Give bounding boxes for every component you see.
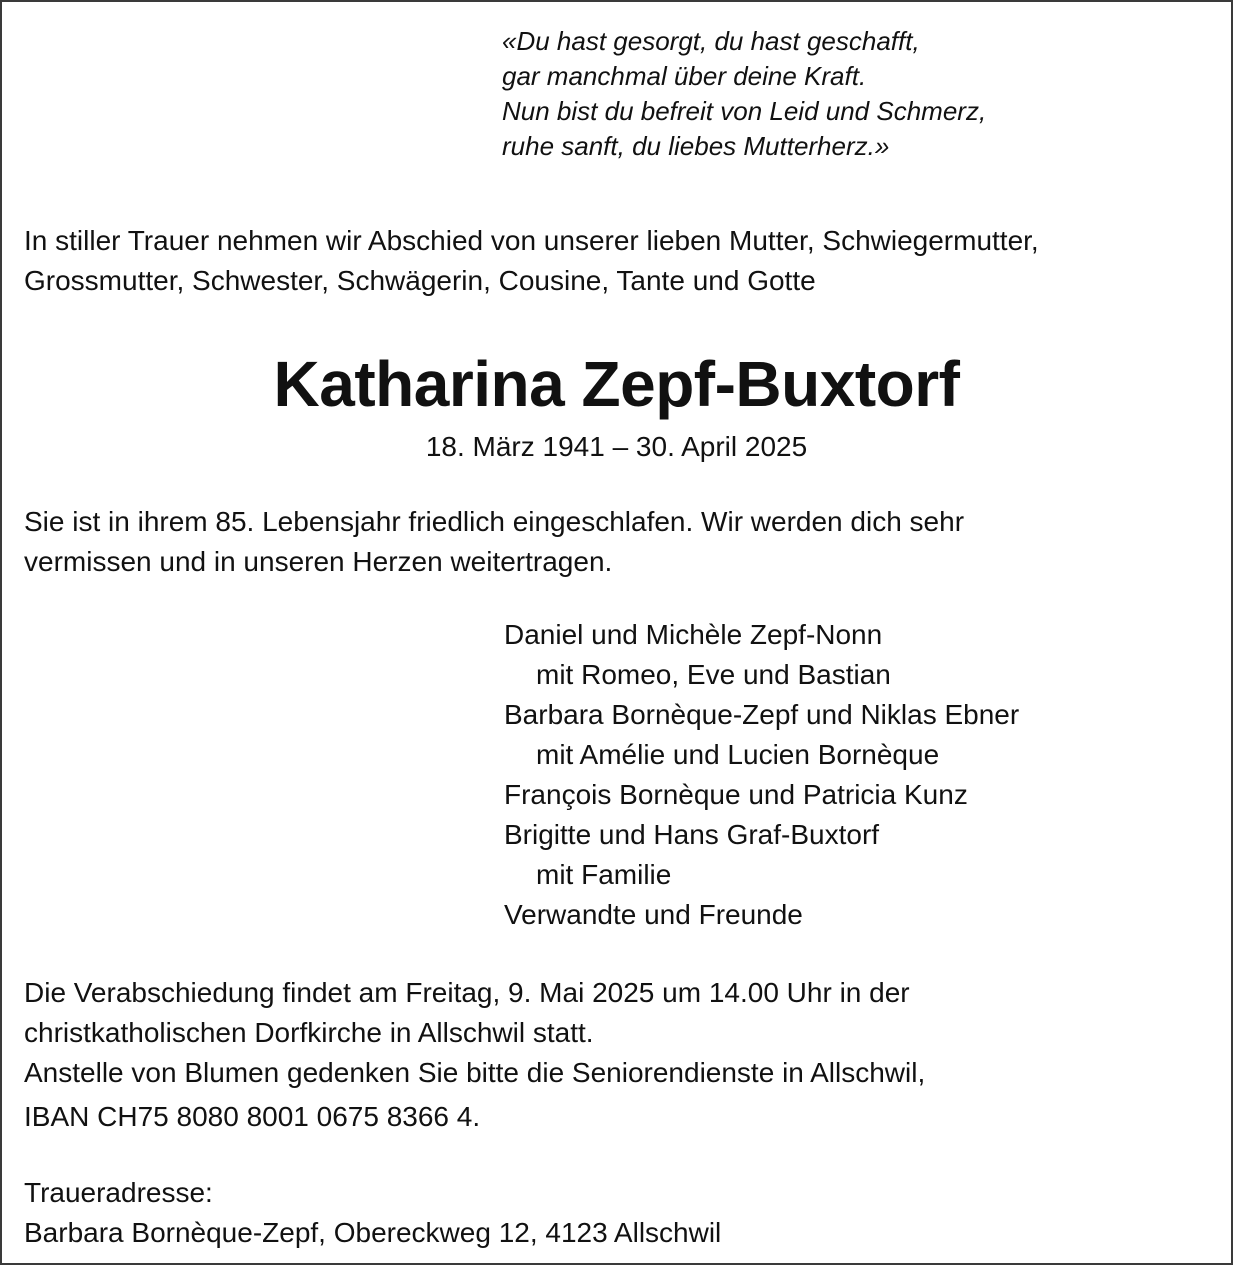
- mourner-entry: Verwandte und Freunde: [504, 899, 803, 930]
- deceased-name: Katharina Zepf-Buxtorf: [273, 348, 960, 420]
- mourner-entry: Daniel und Michèle Zepf-Nonn: [504, 619, 883, 650]
- intro-line: In stiller Trauer nehmen wir Abschied von unserer lieben Mutter, Schwiegermutter,: [24, 225, 1039, 256]
- quote-line: gar manchmal über deine Kraft.: [502, 61, 867, 91]
- intro-line: Grossmutter, Schwester, Schwägerin, Cousine, Tante und Gotte: [24, 265, 816, 296]
- quote-line: Nun bist du befreit von Leid und Schmerz,: [502, 96, 987, 126]
- farewell-line: vermissen und in unseren Herzen weitertragen.: [24, 546, 613, 577]
- mourning-address: [24, 1173, 721, 1253]
- mourner-sub-entry: mit Amélie und Lucien Bornèque: [536, 739, 940, 770]
- mourner-entry: Barbara Bornèque-Zepf und Niklas Ebner: [504, 699, 1020, 730]
- mourner-entry: François Bornèque und Patricia Kunz: [504, 779, 968, 810]
- mourner-sub-entry: mit Romeo, Eve und Bastian: [536, 659, 891, 690]
- quote-line: ruhe sanft, du liebes Mutterherz.»: [502, 131, 890, 161]
- mourner-entry: Brigitte und Hans Graf-Buxtorf: [504, 819, 880, 850]
- address-line: Barbara Bornèque-Zepf, Obereckweg 12, 4123 Allschwil: [24, 1217, 722, 1248]
- ceremony-line: Anstelle von Blumen gedenken Sie bitte die Seniorendienste in Allschwil,: [24, 1057, 926, 1088]
- ceremony-paragraph: [24, 973, 925, 1137]
- mourner-sub-entry: mit Familie: [536, 859, 672, 890]
- ceremony-line: Die Verabschiedung findet am Freitag, 9. Mai 2025 um 14.00 Uhr in der: [24, 977, 910, 1008]
- quote-line: «Du hast gesorgt, du hast geschafft,: [502, 26, 920, 56]
- intro-paragraph: [24, 221, 1039, 301]
- ceremony-line: christkatholischen Dorfkirche in Allschwil statt.: [24, 1017, 594, 1048]
- farewell-line: Sie ist in ihrem 85. Lebensjahr friedlich eingeschlafen. Wir werden dich sehr: [24, 506, 965, 537]
- mourners-list: [504, 615, 1019, 935]
- farewell-paragraph: [24, 502, 964, 582]
- iban-line: IBAN CH75 8080 8001 0675 8366 4.: [24, 1101, 481, 1132]
- memorial-quote: [502, 24, 986, 164]
- life-dates: 18. März 1941 – 30. April 2025: [425, 431, 808, 462]
- address-label: Traueradresse:: [24, 1177, 213, 1208]
